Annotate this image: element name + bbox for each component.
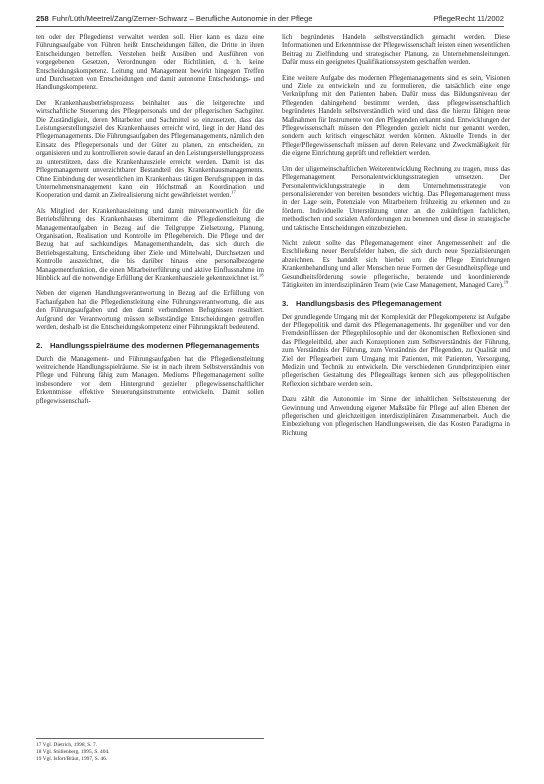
footnote-marker: 19 bbox=[503, 279, 509, 285]
footnote: 17 Vgl. Dietrich, 1998, S. 7. bbox=[36, 742, 97, 748]
body-paragraph: lich begründetes Handeln selbstverständlich gemacht werden. Diese Informationen und Erkenntnisse der Pflegewissenschaft leisten einen wesentlichen Beitrag zu Zielfindung und strategischer Planung, zu Unternehmensleitungen. Dafür muss ein geeignetes Qualifikationssystem geschaffen werden. bbox=[282, 34, 510, 67]
running-header bbox=[36, 14, 504, 27]
left-column bbox=[36, 34, 264, 409]
running-title: Fuhr/Lüth/Meetrel/Zang/Zerner-Schwarz – Berufliche Autonomie in der Pflege bbox=[52, 14, 313, 23]
body-paragraph: Der Krankenhausbetriebsprozess beinhaltet aus die leitgerechte und wirtschaftliche Steuerung des Pflegepersonals und der pflegerischen Sachgüter. Die Zuständigkeit, deren Mitarbeiter und Sachmittel so einzusetzen, dass das Leistungserstellungsziel des Krankenhauses erreicht wird, liegt in der Hand des Pflegemanagements. Die Führungsaufgaben des Pflegemanagements, nämlich den Einsatz des Pflegepersonals und der Güter zu planen, zu entscheiden, zu organisieren und zu kontrollieren sowie darauf an den Leistungserstellungsprozess zu unterstützen, dass die Krankenhausziele erreicht werden. Damit ist das Pflegemanagement unverzichtbarer Bestandteil des Krankenhausmanagements. Ohne Einbindung der wesentlichen im Krankenhaus tätigen Berufsgruppen in das Unternehmensmanagement kann ein Höchstmaß an Koordination und Kooperation und damit an Zielrealisierung nicht gewährleistet werden.$^{17}$ bbox=[36, 99, 264, 200]
journal-issue: PflegeRecht 11/2002 bbox=[433, 14, 504, 23]
footnote: 18 Vgl. Stüllenberg, 1995, S. 404. bbox=[36, 749, 110, 755]
section-title: Handlungsbasis des Pflegemanagement bbox=[296, 299, 442, 309]
section-heading bbox=[36, 341, 264, 350]
footnotes bbox=[36, 738, 264, 763]
body-paragraph: Eine weitere Aufgabe des modernen Pflegemanagements sind es sein, Visionen und Ziele zu entwickeln und zu formulieren, die tatsächlich eine enge Verknüpfung mit den Patienten haben. Dafür muss das Bildungsniveau der Pflegenden dahingehend bestimmt werden, dass pflegewissenschaftlich begründetes Handeln selbstverständlich wird und dass die hierzu fähigen neue Maßnahmen für Instrumente von den Pflegenden erkannt sind. Entwicklungen der Pflegewissenschaft müssen den Pflegenden gezielt nicht nur genannt werden, sondern auch kritisch eingeschätzt werden können. Aktuelle Trends in der Pflege/Pflegewissenschaft müssen auf deren Relevanz und Zweckmäßigkeit für die eigene Einrichtung geprüft und reflektiert werden. bbox=[282, 74, 510, 158]
right-column bbox=[282, 34, 510, 441]
footnote-marker: 17 bbox=[231, 190, 236, 196]
body-paragraph: Um der uligemeinschaftlichen Weiterentwicklung Rechnung zu tragen, muss das Pflegemanagement Personalentwicklungsstrategien umsetzen. Der Personalentwicklungsstrategie in dem Unternehmensstrategie von personalisierender von bereiten besonders wichtig. Das Pflegemanagement muss in der Lage sein, Potenziale von Mitarbeitern frühzeitig zu erkennen und zu fördern. Individuelle Unterstützung unter an die zukünftigen fachlichen, methodischen und sozialen Anforderungen zu benennen und diese in strategische und taktische Entscheidungen einzubeziehen. bbox=[282, 165, 510, 232]
section-number: 2. bbox=[36, 341, 43, 351]
body-paragraph: Dazu zählt die Autonomie im Sinne der inhaltlichen Selbststeuerung der Gewinnung und Anwendung eigener Maßstäbe für Pflege auf allen Ebenen der pflegerischen und gleichzeitigen interdisziplinären Zusammenarbeit. Auch die Einbeziehung von pflegerischen Handlungsweisen, die das Kosten Paradigma in Richtung bbox=[282, 396, 510, 437]
body-paragraph: Der grundlegende Umgang mit der Komplexität der Pflegekompetenz ist Aufgabe der Pflegepolitik und damit des Pflegemanagements. Ihr gegenüber und vor den Fremdeinflüssen der Pflegephilosophie und der ökonomischen Reflexionen sind das Pflegeleitbild, aber auch Konzeptionen zum Selbstverständnis der Führung, zum Verständnis der Führung, zum Verständnis der Pflegenden, zu Qualität und Ziel der Pflegearbeit zum Umgang mit Patienten, mit Patienten, Versorgung, Medizin und Technik zu entwickeln. Die verschiedenen Grundprinzipien einer pflegerischen Gestaltung des Pflegealltags kennen sich aus pflegepolitischen Reflexion sichtbare werden sein. bbox=[282, 313, 510, 388]
body-paragraph: ten oder der Pflegedienst verwaltet werden soll. Hier kann es dazu eine Führungsaufgabe von Führen heißt Entscheidungen fällen, die Dritte in ihren Entscheidungen betreffen. Verstehen heißt Ausüben und Ausführen von vorgegebenen Gesetzen, Verordnungen oder Richtlinien, d. h. keine Entscheidungskompetenz. Leitung und Management bewirkt hingegen Treffen und Durchsetzen von Entscheidungen und damit autonome Entscheidungs- und Handlungskompetenz. bbox=[36, 34, 264, 92]
body-paragraph: Als Mitglied der Krankenhausleitung und damit mitverantwortlich für die Betriebsführung des Krankenhauses übernimmt die Pflegedienstleitung die Managementaufgaben in Bezug auf die Teilgruppe Zielsetzung, Planung, Organisation, Realisation und Kontrolle im Pflegebereich. Die Pflege und der Bezug hat auf sachkundiges Managementhandeln, das sich durch die Betriebsgestaltung, Entscheidung über Ziele und Mittelwahl, Durchsetzen und Kontrolle auszeichnet, die bis darüber hinaus eine personalbezogene Managementfunktion, die einen Mitarbeiterführung und aktive Einflussnahme im Hinblick auf die notwendige Erfüllung der Krankenhausziele gekennzeichnet ist.$^{18}$ bbox=[36, 207, 264, 282]
footnote: 19 Vgl. Isfort/Bräut, 1997, S. 46. bbox=[36, 756, 108, 762]
body-paragraph: Nicht zuletzt sollte das Pflegemanagement einer Angemessenheit auf die Erschließung neuer Berufsfelder haben, die sich durch neue Spezialisierungen abzeichnen. Es handelt sich hierbei um die Pflege Einrichtungen Krankenbehandlung und aller Menschen neue Formen der Gesundheitspflege und Gesundheitsförderung sowie pflegerische, beratende und koordinierende Tätigkeiten im interdisziplinären Team (wie Case Management, Managed Care).$^{19}$ bbox=[282, 239, 510, 289]
body-paragraph: Durch die Management- und Führungsaufgaben hat die Pflegedienstleitung weitreichende Handlungsspielräume. Sie ist in nach ihrem Selbstverständnis von Pflege und Führung fähig zum Managen. Mediums Pflegemanagement sollte insbesondere vor dem Hintergrund gezielter pflegewissenschaftlicher Erkenntnisse effektive Steuerungsinstrumente entwickeln. Damit sollen pflegewissenschaft- bbox=[36, 355, 264, 405]
page-number: 258 bbox=[36, 14, 49, 23]
footnote-marker: 18 bbox=[258, 272, 264, 278]
section-number: 3. bbox=[282, 299, 289, 309]
body-paragraph: Neben der eigenen Handlungsverantwortung in Bezug auf die Erfüllung von Fachaufgaben hat die Pflegedienstleitung eine Führungsverantwortung, die aus den Führungsaufgaben und den damit verbundenen Befugnissen resultiert. Aufgrund der Verantwortung müssen selbstständige Entscheidungen getroffen werden, deshalb ist die Entscheidungskompetenz einer Führungskraft bedeutend. bbox=[36, 290, 264, 331]
section-heading bbox=[282, 299, 510, 308]
section-title: Handlungsspielräume des modernen Pflegemanagements bbox=[50, 341, 260, 351]
